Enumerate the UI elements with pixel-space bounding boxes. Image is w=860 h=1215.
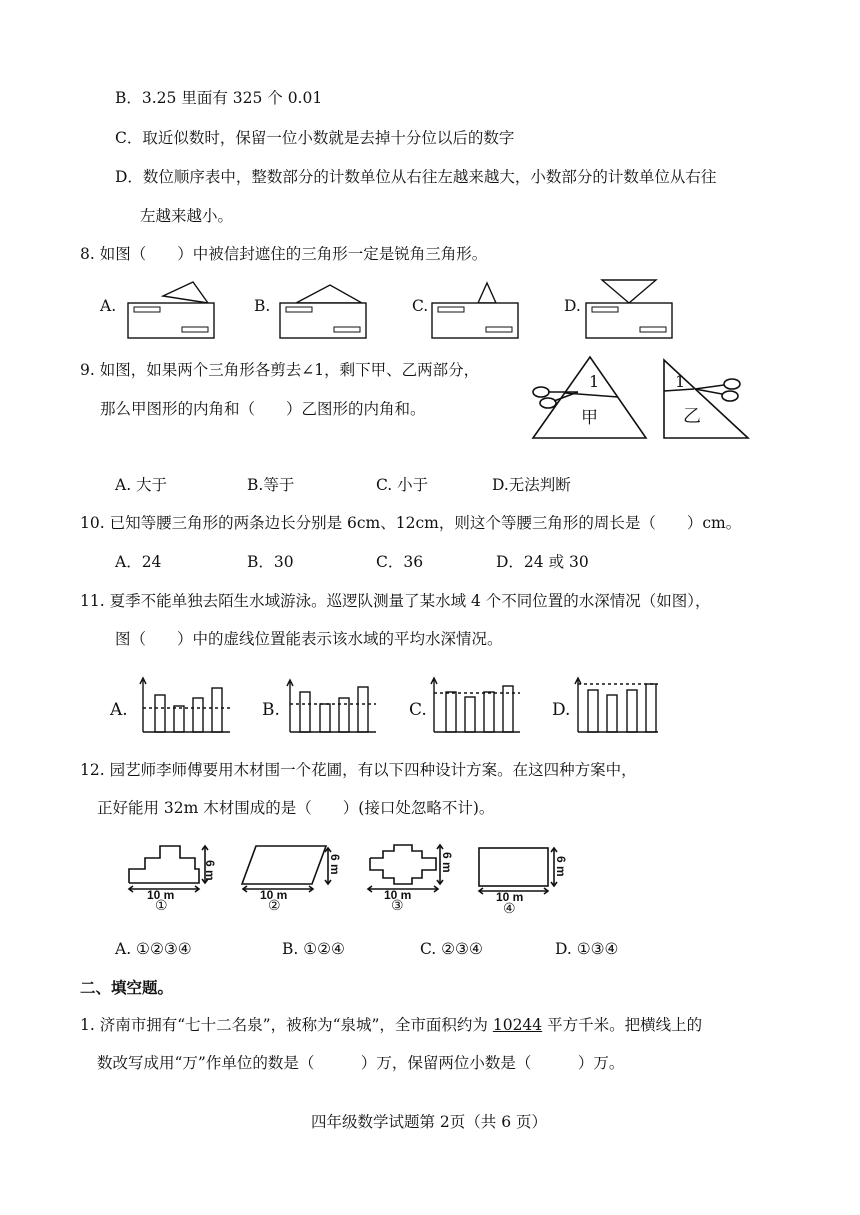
shape-1-number: ① bbox=[155, 898, 168, 914]
shape-3-width-label: 10 m bbox=[384, 888, 412, 902]
q7-option-b: B．3.25 里面有 325 个 0.01 bbox=[115, 89, 323, 107]
q10-stem: 10. 已知等腰三角形的两条边长分别是 6cm、12cm，则这个等腰三角形的周长是（ ）cm。 bbox=[80, 514, 742, 532]
shape-1-height-label: 6 m bbox=[203, 860, 217, 881]
q12-stem-line1: 12. 园艺师李师傅要用木材围一个花圃，有以下四种设计方案。在这四种方案中， bbox=[80, 761, 637, 779]
q11-label-d: D. bbox=[552, 700, 571, 720]
q9-stem-line1: 9. 如图，如果两个三角形各剪去∠1，剩下甲、乙两部分， bbox=[80, 361, 480, 379]
q10-option-c: C．36 bbox=[376, 553, 424, 571]
q8-label-a: A. bbox=[100, 297, 117, 315]
q9-option-d: D.无法判断 bbox=[492, 476, 571, 494]
q9-option-c: C. 小于 bbox=[376, 476, 429, 494]
q12-stem-line2: 正好能用 32m 木材围成的是（ ）(接口处忽略不计)。 bbox=[97, 799, 495, 817]
q9-figure-yi: 乙 bbox=[683, 406, 701, 427]
q12-option-d: D. ①③④ bbox=[555, 940, 619, 958]
shape-1-width-label: 10 m bbox=[147, 888, 175, 902]
fill-q1-line1: 1. 济南市拥有“七十二名泉”，被称为“泉城”，全市面积约为 10244 平方千米。把横线上的 bbox=[80, 1016, 703, 1034]
q7-option-d: D．数位顺序表中，整数部分的计数单位从右往左越来越大，小数部分的计数单位从右往 bbox=[115, 168, 717, 186]
shape-4 bbox=[479, 848, 548, 886]
q9-stem-line2: 那么甲图形的内角和（ ）乙图形的内角和。 bbox=[100, 400, 426, 418]
shape-4-number: ④ bbox=[503, 901, 516, 917]
shape-4-height-label: 6 m bbox=[554, 856, 568, 877]
q9-angle-label-left: 1 bbox=[589, 372, 600, 391]
q9-figure-jia: 甲 bbox=[581, 408, 598, 428]
shape-2-height-label: 6 m bbox=[328, 854, 342, 875]
q9-option-b: B.等于 bbox=[247, 476, 295, 494]
q8-label-b: B. bbox=[254, 297, 271, 315]
q7-option-d-cont: 左越来越小。 bbox=[140, 207, 234, 225]
section-2-title: 二、填空题。 bbox=[80, 978, 174, 997]
shape-3-number: ③ bbox=[391, 898, 404, 914]
q12-option-b: B. ①②④ bbox=[282, 940, 345, 958]
q8-label-c: C. bbox=[412, 297, 429, 315]
q11-stem-line2: 图（ ）中的虚线位置能表示该水域的平均水深情况。 bbox=[115, 630, 503, 648]
shape-3 bbox=[370, 845, 436, 884]
q11-label-b: B. bbox=[262, 700, 280, 720]
shape-2-width-label: 10 m bbox=[260, 888, 288, 902]
shape-3-height-label: 6 m bbox=[440, 852, 454, 873]
q11-stem-line1: 11. 夏季不能单独去陌生水域游泳。巡逻队测量了某水域 4 个不同位置的水深情况（如图）， bbox=[80, 592, 711, 610]
shape-2 bbox=[242, 846, 326, 884]
q8-stem: 8. 如图（ ）中被信封遮住的三角形一定是锐角三角形。 bbox=[80, 245, 488, 263]
underlined-area-number: 10244 bbox=[492, 1016, 543, 1034]
q11-label-a: A. bbox=[110, 700, 128, 720]
page-footer: 四年级数学试题第 2页（共 6 页） bbox=[311, 1113, 548, 1131]
shape-4-width-label: 10 m bbox=[496, 890, 524, 904]
q10-option-a: A．24 bbox=[115, 553, 162, 571]
shape-2-number: ② bbox=[268, 898, 281, 914]
q12-option-c: C. ②③④ bbox=[420, 940, 483, 958]
q11-label-c: C. bbox=[409, 700, 427, 720]
q8-label-d: D. bbox=[564, 297, 581, 315]
fill-q1-line2: 数改写成用“万”作单位的数是（ ）万，保留两位小数是（ ）万。 bbox=[97, 1054, 625, 1072]
q7-option-c: C．取近似数时，保留一位小数就是去掉十分位以后的数字 bbox=[115, 129, 515, 147]
q9-option-a: A. 大于 bbox=[115, 476, 168, 494]
shape-1 bbox=[129, 846, 199, 883]
q10-option-b: B．30 bbox=[247, 553, 294, 571]
q9-angle-label-right: 1 bbox=[675, 372, 686, 391]
q10-option-d: D．24 或 30 bbox=[496, 553, 589, 571]
q12-option-a: A. ①②③④ bbox=[115, 940, 192, 958]
